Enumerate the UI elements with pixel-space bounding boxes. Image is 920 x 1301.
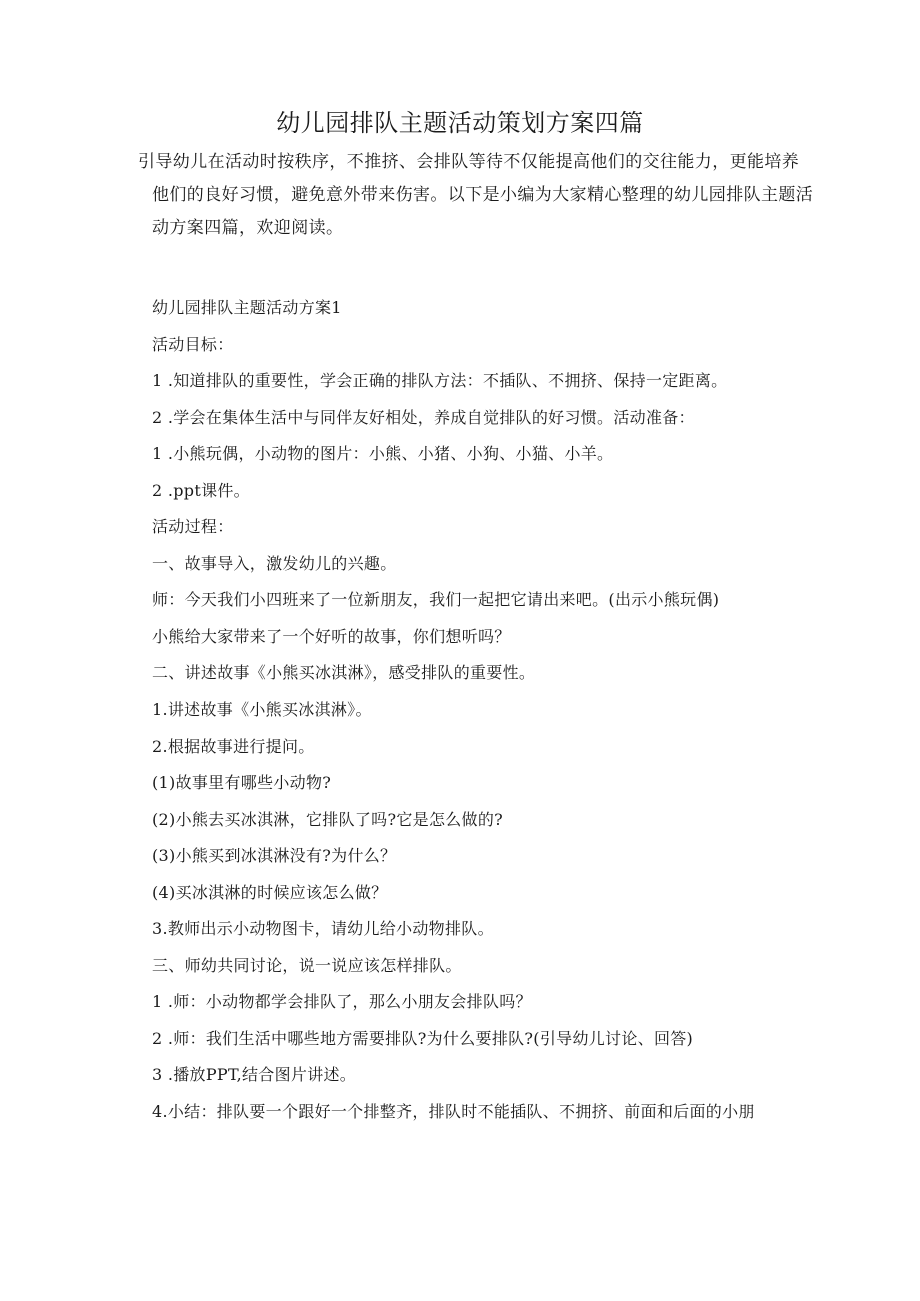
document-body <box>138 290 798 1131</box>
body-line: 4.小结：排队要一个跟好一个排整齐，排队时不能插队、不拥挤、前面和后面的小朋 <box>152 1102 755 1122</box>
section-heading: 幼儿园排队主题活动方案1 <box>152 298 342 317</box>
body-line: 2.根据故事进行提问。 <box>152 736 315 756</box>
body-line: 2 .师：我们生活中哪些地方需要排队?为什么要排队?(引导幼儿讨论、回答) <box>152 1028 694 1048</box>
body-line: 师：今天我们小四班来了一位新朋友，我们一起把它请出来吧。(出示小熊玩偶) <box>152 590 720 610</box>
body-line: 一、故事导入，激发幼儿的兴趣。 <box>152 553 397 573</box>
intro-line: 动方案四篇，欢迎阅读。 <box>152 218 344 238</box>
body-line: 1 .小熊玩偶，小动物的图片：小熊、小猪、小狗、小猫、小羊。 <box>152 444 614 464</box>
body-line: 2 .学会在集体生活中与同伴友好相处，养成自觉排队的好习惯。活动准备： <box>152 407 695 427</box>
body-line: 1 .师：小动物都学会排队了，那么小朋友会排队吗？ <box>152 992 532 1012</box>
body-line: 二、讲述故事《小熊买冰淇淋》，感受排队的重要性。 <box>152 663 536 683</box>
body-line: 1 .知道排队的重要性，学会正确的排队方法：不插队、不拥挤、保持一定距离。 <box>152 371 728 391</box>
intro-line: 他们的良好习惯，避免意外带来伤害。以下是小编为大家精心整理的幼儿园排队主题活 <box>152 185 814 205</box>
intro-paragraph <box>138 146 814 245</box>
body-line: 3 .播放PPT,结合图片讲述。 <box>152 1065 357 1085</box>
body-line: (4)买冰淇淋的时候应该怎么做？ <box>152 882 388 902</box>
body-line: (1)故事里有哪些小动物? <box>152 773 332 793</box>
body-line: 活动目标： <box>152 334 234 354</box>
body-line: 小熊给大家带来了一个好听的故事，你们想听吗？ <box>152 626 511 646</box>
body-line: 3.教师出示小动物图卡，请幼儿给小动物排队。 <box>152 919 494 939</box>
intro-line: 引导幼儿在活动时按秩序，不推挤、会排队等待不仅能提高他们的交往能力，更能培养 <box>138 152 800 172</box>
body-line: (3)小熊买到冰淇淋没有?为什么？ <box>152 846 397 866</box>
document-title: 幼儿园排队主题活动策划方案四篇 <box>276 109 644 137</box>
body-line: 2 .ppt课件。 <box>152 480 250 500</box>
body-line: 活动过程： <box>152 517 234 537</box>
body-line: (2)小熊去买冰淇淋，它排队了吗?它是怎么做的? <box>152 809 504 829</box>
body-line: 1.讲述故事《小熊买冰淇淋》。 <box>152 700 372 720</box>
body-line: 三、师幼共同讨论，说一说应该怎样排队。 <box>152 955 462 975</box>
